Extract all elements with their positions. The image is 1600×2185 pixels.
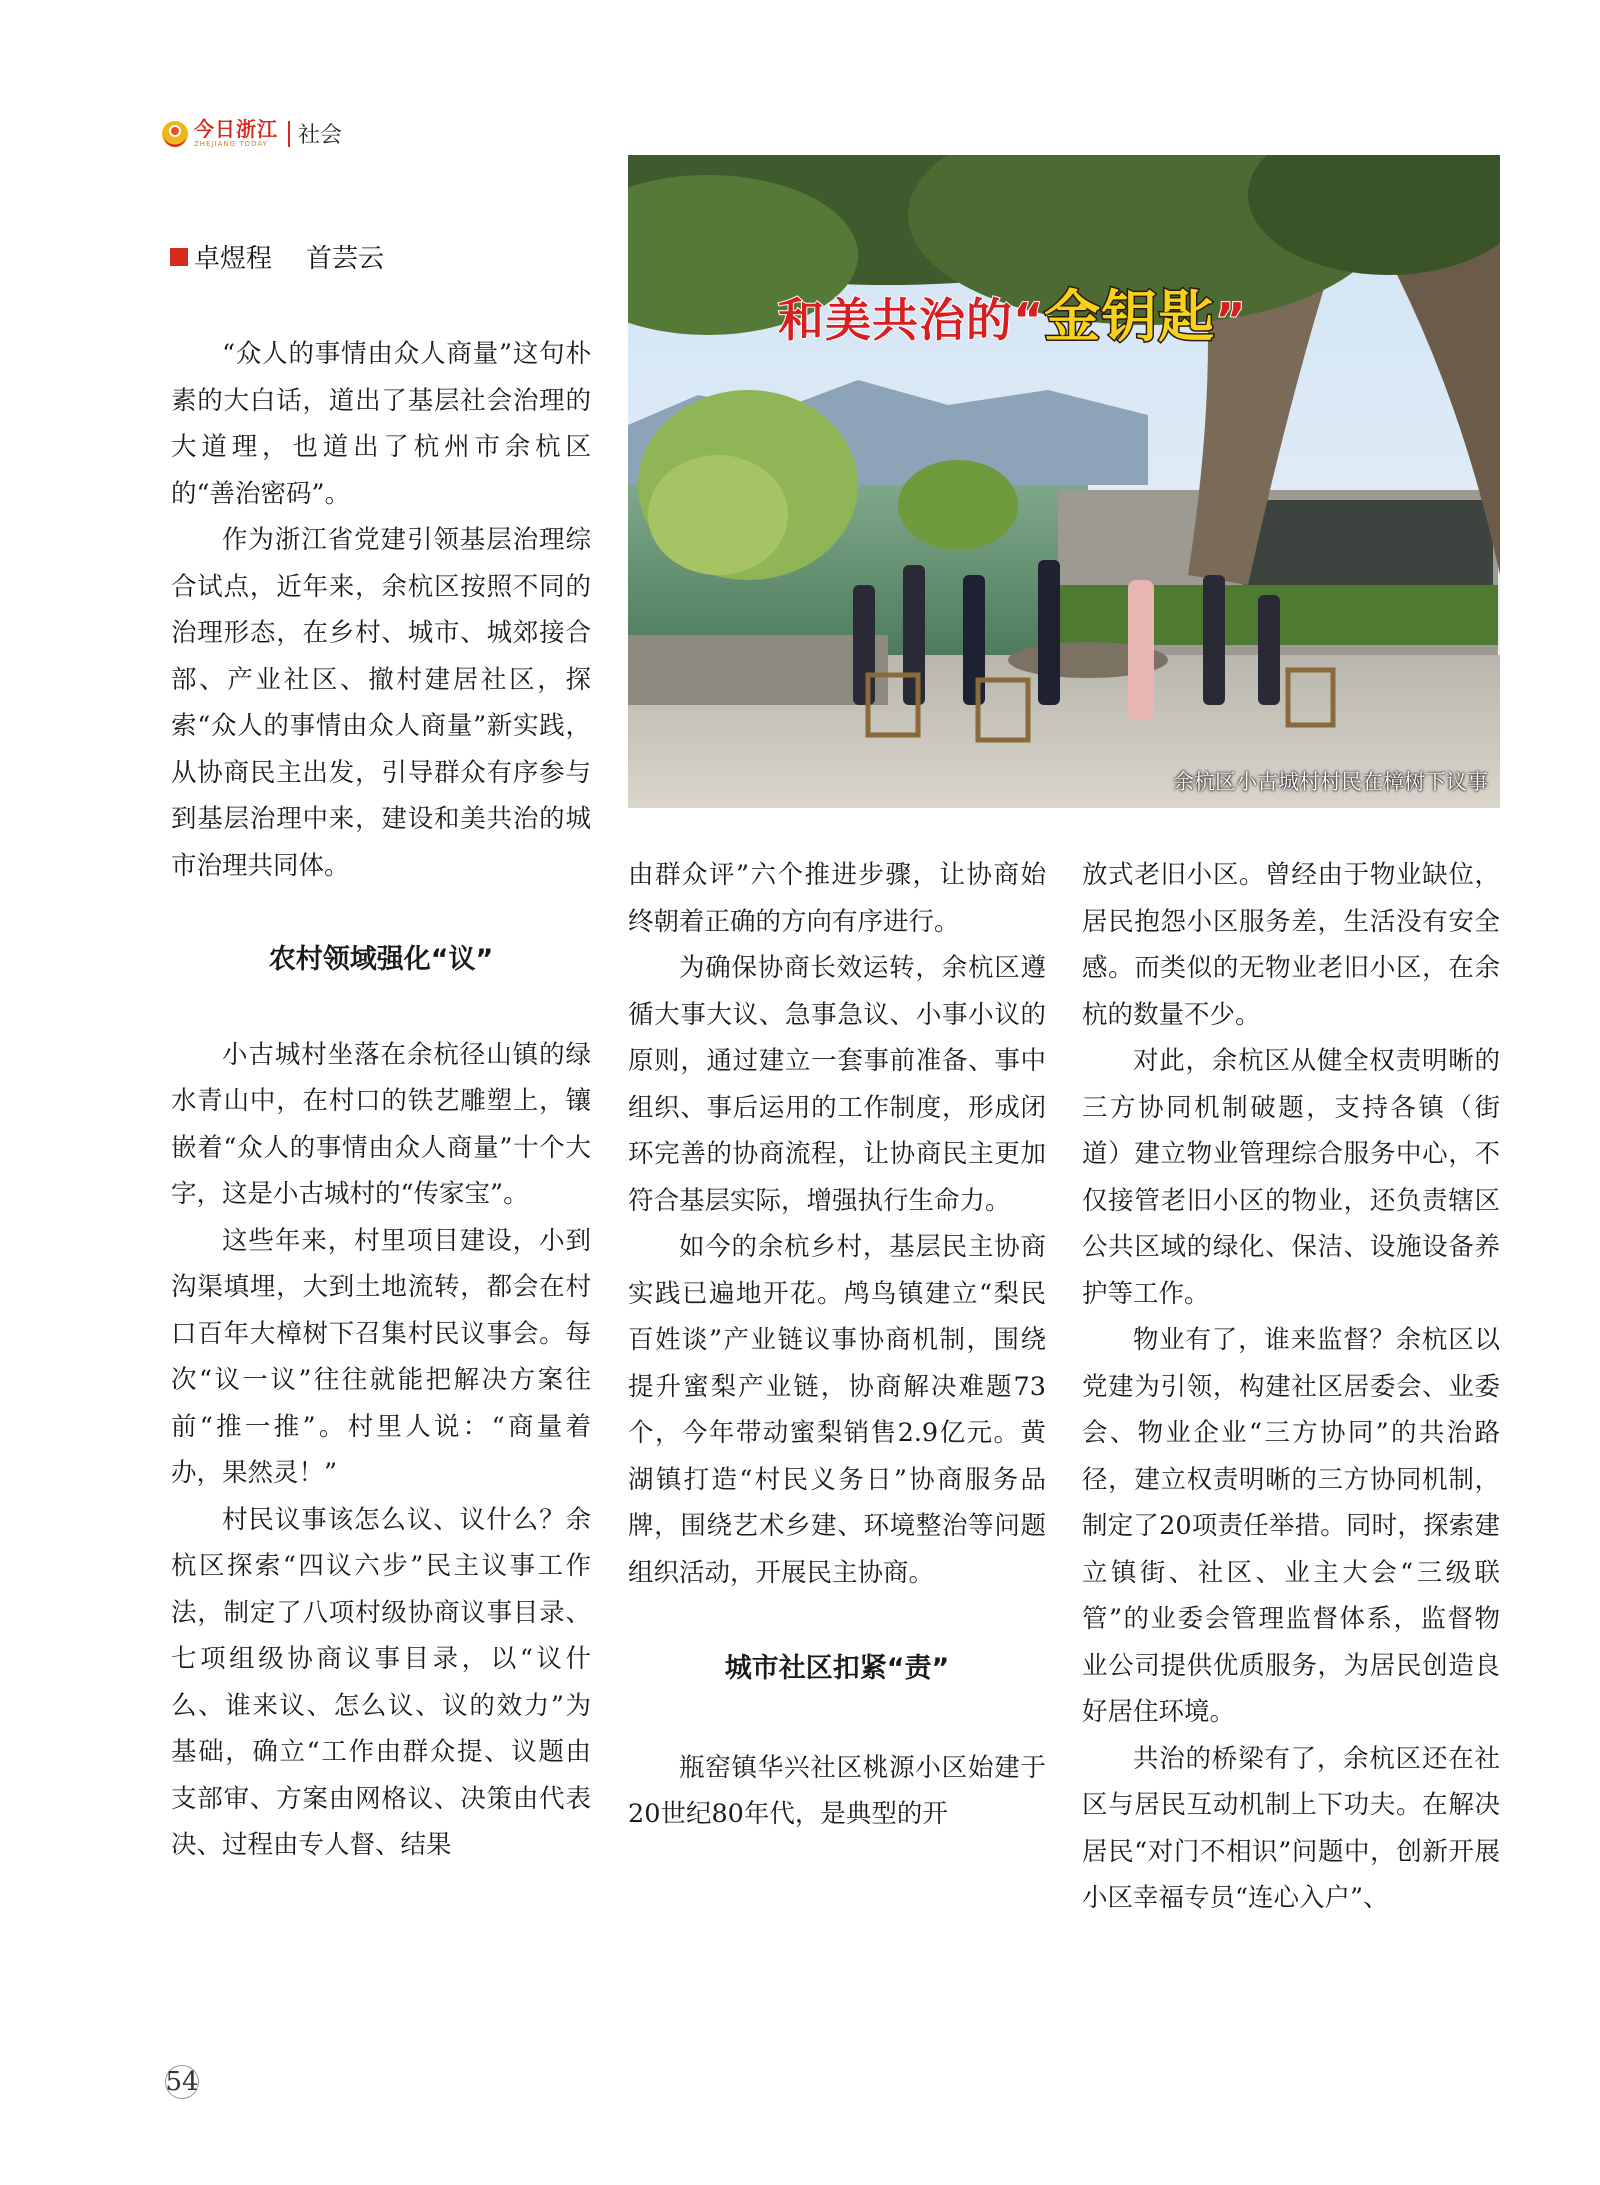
page-number bbox=[165, 2065, 199, 2099]
headline-emphasis: 金钥匙 bbox=[1044, 285, 1216, 350]
paragraph: 村民议事该怎么议、议什么？余杭区探索“四议六步”民主议事工作法，制定了八项村级协商议事目录、七项组级协商议事目录，以“议什么、谁来议、怎么议、议的效力”为基础，确立“工作由群众提、议题由支部审、方案由网格议、决策由代表决、过程由专人督、结果 bbox=[171, 1504, 591, 1860]
village-meeting-photo bbox=[628, 155, 1500, 808]
page-number-text: 54 bbox=[165, 2067, 199, 2097]
paragraph: 对此，余杭区从健全权责明晰的三方协同机制破题，支持各镇（街道）建立物业管理综合服务中心，不仅接管老旧小区的物业，还负责辖区公共区域的绿化、保洁、设施设备养护等工作。 bbox=[1082, 1046, 1500, 1309]
paragraph: 作为浙江省党建引领基层治理综合试点，近年来，余杭区按照不同的治理形态，在乡村、城市、城郊接合部、产业社区、撤村建居社区，探索“众人的事情由众人商量”新实践，从协商民主出发，引导群众有序参与到基层治理中来，建设和美共治的城市治理共同体。 bbox=[171, 525, 591, 881]
author-name: 卓煜程 bbox=[194, 244, 273, 274]
paragraph: 共治的桥梁有了，余杭区还在社区与居民互动机制上下功夫。在解决居民“对门不相识”问题中，创新开展小区幸福专员“连心入户”、 bbox=[1082, 1743, 1500, 1913]
text-column-1 bbox=[171, 331, 591, 1869]
headline-suffix: ” bbox=[1215, 293, 1247, 347]
paragraph: 物业有了，谁来监督？余杭区以党建为引领，构建社区居委会、业委会、物业企业“三方协同”的共治路径，建立权责明晰的三方协同机制，制定了20项责任举措。同时，探索建立镇街、社区、业主大会“三级联管”的业委会管理监督体系，监督物业公司提供优质服务，为居民创造良好居住环境。 bbox=[1082, 1325, 1500, 1727]
paragraph: 如今的余杭乡村，基层民主协商实践已遍地开花。鸬鸟镇建立“梨民百姓谈”产业链议事协商机制，围绕提升蜜梨产业链，协商解决难题73个，今年带动蜜梨销售2.9亿元。黄湖镇打造“村民义务日”协商服务品牌，围绕艺术乡建、环境整治等问题组织活动，开展民主协商。 bbox=[628, 1232, 1046, 1588]
sun-logo-icon bbox=[160, 119, 190, 149]
section-subheading: 城市社区扣紧“责” bbox=[724, 1653, 950, 1684]
paragraph: 为确保协商长效运转，余杭区遵循大事大议、急事急议、小事小议的原则，通过建立一套事前准备、事中组织、事后运用的工作制度，形成闭环完善的协商流程，让协商民主更加符合基层实际，增强执行生命力。 bbox=[628, 953, 1046, 1216]
author-name: 首芸云 bbox=[306, 244, 385, 274]
photo-headline bbox=[778, 273, 1246, 353]
paragraph: 瓶窑镇华兴社区桃源小区始建于20世纪80年代，是典型的开 bbox=[628, 1752, 1046, 1829]
feature-photo bbox=[628, 155, 1500, 808]
byline bbox=[170, 238, 384, 275]
paragraph: 由群众评”六个推进步骤，让协商始终朝着正确的方向有序进行。 bbox=[628, 860, 1046, 937]
text-column-2 bbox=[628, 852, 1046, 1838]
byline-marker bbox=[170, 248, 188, 266]
masthead-divider bbox=[288, 121, 290, 147]
text-column-3 bbox=[1082, 852, 1500, 1922]
logo-english-text: ZHEJIANG TODAY bbox=[194, 140, 268, 148]
paragraph: 小古城村坐落在余杭径山镇的绿水青山中，在村口的铁艺雕塑上，镶嵌着“众人的事情由众人商量”十个大字，这是小古城村的“传家宝”。 bbox=[171, 1039, 591, 1209]
headline-prefix: 和美共治的“ bbox=[778, 293, 1045, 347]
magazine-logo bbox=[160, 119, 278, 149]
section-subheading: 农村领域强化“议” bbox=[268, 944, 494, 975]
masthead bbox=[160, 118, 342, 149]
section-name: 社会 bbox=[298, 123, 343, 148]
paragraph: 这些年来，村里项目建设，小到沟渠填埋，大到土地流转，都会在村口百年大樟树下召集村民议事会。每次“议一议”往往就能把解决方案往前“推一推”。村里人说：“商量着办，果然灵！” bbox=[171, 1225, 591, 1488]
paragraph: “众人的事情由众人商量”这句朴素的大白话，道出了基层社会治理的大道理，也道出了杭州市余杭区的“善治密码”。 bbox=[171, 339, 591, 509]
paragraph: 放式老旧小区。曾经由于物业缺位，居民抱怨小区服务差，生活没有安全感。而类似的无物业老旧小区，在余杭的数量不少。 bbox=[1082, 860, 1500, 1030]
photo-caption: 余杭区小古城村村民在樟树下议事 bbox=[1173, 770, 1488, 794]
logo-chinese-text: 今日浙江 bbox=[194, 117, 278, 141]
